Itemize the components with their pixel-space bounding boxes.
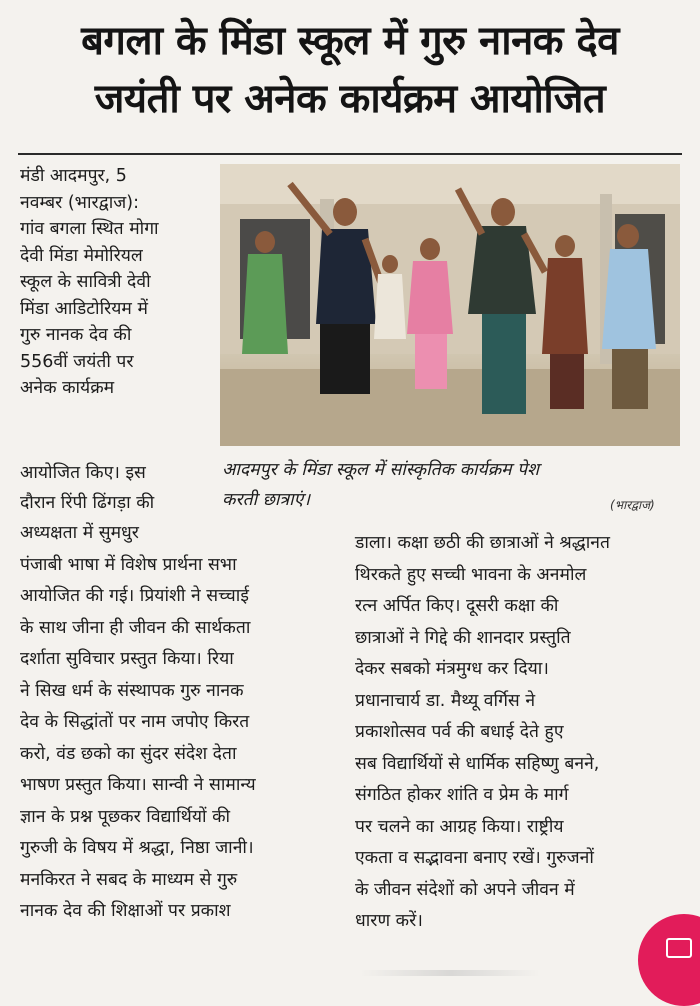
article-line: के साथ जीना ही जीवन की सार्थकता (20, 617, 251, 638)
photo-caption-line-2: करती छात्राएं। (222, 490, 310, 510)
article-line: पंजाबी भाषा में विशेष प्रार्थना सभा (20, 554, 237, 575)
page-edge-shadow (360, 970, 540, 976)
article-line: दर्शाता सुविचार प्रस्तुत किया। रिया (20, 649, 234, 669)
article-line: एकता व सद्भावना बनाए रखें। गुरुजनों (355, 848, 594, 868)
article-line: भाषण प्रस्तुत किया। सान्वी ने सामान्य (20, 775, 256, 795)
headline-line-1: बगला के मिंडा स्कूल में गुरु नानक देव (81, 18, 619, 64)
article-line: मंडी आदमपुर, 5 (20, 166, 127, 186)
article-line: ज्ञान के प्रश्न पूछकर विद्यार्थियों की (20, 806, 231, 827)
photo-caption-line-1: आदमपुर के मिंडा स्कूल में सांस्कृतिक कार्यक्रम पेश (222, 460, 540, 480)
article-line: के जीवन संदेशों को अपने जीवन में (355, 879, 575, 900)
article-line: नवम्बर (भारद्वाज): (20, 192, 139, 213)
article-line: छात्राओं ने गिद्दे की शानदार प्रस्तुति (355, 627, 571, 648)
article-line: संगठित होकर शांति व प्रेम के मार्ग (355, 785, 569, 805)
article-line: देव के सिद्धांतों पर नाम जपोए किरत (20, 712, 250, 732)
article-line: मनकिरत ने सबद के माध्यम से गुरु (20, 869, 238, 890)
article-line: डाला। कक्षा छठी की छात्राओं ने श्रद्धानत (355, 533, 610, 553)
dancing-students-photo (220, 164, 680, 446)
article-line: सब विद्यार्थियों से धार्मिक सहिष्णु बनने, (355, 753, 600, 774)
article-left-column-mid (20, 458, 220, 518)
article-line: मिंडा आडिटोरियम में (20, 298, 148, 319)
headline-divider (18, 153, 682, 155)
article-line: प्रधानाचार्य डा. मैथ्यू वर्गिस ने (355, 690, 536, 711)
article-line: ने सिख धर्म के संस्थापक गुरु नानक (20, 680, 244, 701)
article-line: नानक देव की शिक्षाओं पर प्रकाश (20, 901, 231, 921)
article-line: प्रकाशोत्सव पर्व की बधाई देते हुए (355, 722, 564, 742)
article-line: स्कूल के सावित्री देवी (20, 272, 151, 292)
article-line: 556वीं जयंती पर (20, 351, 134, 372)
article-line: पर चलने का आग्रह किया। राष्ट्रीय (355, 816, 564, 837)
article-left-column-bottom (20, 518, 340, 928)
article-line: अनेक कार्यक्रम (20, 378, 115, 398)
article-line: करो, वंड छको का सुंदर संदेश देता (20, 743, 237, 764)
article-line: देकर सबको मंत्रमुग्ध कर दिया। (355, 659, 549, 679)
article-line: देवी मिंडा मेमोरियल (20, 245, 143, 266)
news-photo (220, 164, 680, 446)
article-line: गुरुजी के विषय में श्रद्धा, निष्ठा जानी। (20, 838, 254, 858)
image-edit-icon[interactable] (666, 938, 692, 958)
article-line: गुरु नानक देव की (20, 325, 132, 345)
article-line: आयोजित की गई। प्रियांशी ने सच्चाई (20, 586, 249, 606)
headline (0, 12, 700, 128)
article-line: गांव बगला स्थित मोगा (20, 219, 159, 239)
article-left-column-top (20, 163, 212, 402)
article-line: दौरान रिंपी ढिंगड़ा की (20, 493, 155, 513)
article-line: थिरकते हुए सच्ची भावना के अनमोल (355, 564, 587, 585)
article-line: अध्यक्षता में सुमधुर (20, 523, 139, 543)
article-right-column (355, 528, 685, 938)
article-line: रत्न अर्पित किए। दूसरी कक्षा की (355, 596, 559, 616)
article-line: आयोजित किए। इस (20, 463, 146, 483)
article-line: धारण करें। (355, 911, 423, 931)
headline-line-2: जयंती पर अनेक कार्यक्रम आयोजित (94, 76, 606, 122)
photo-credit: (भारद्वाज) (610, 498, 655, 512)
